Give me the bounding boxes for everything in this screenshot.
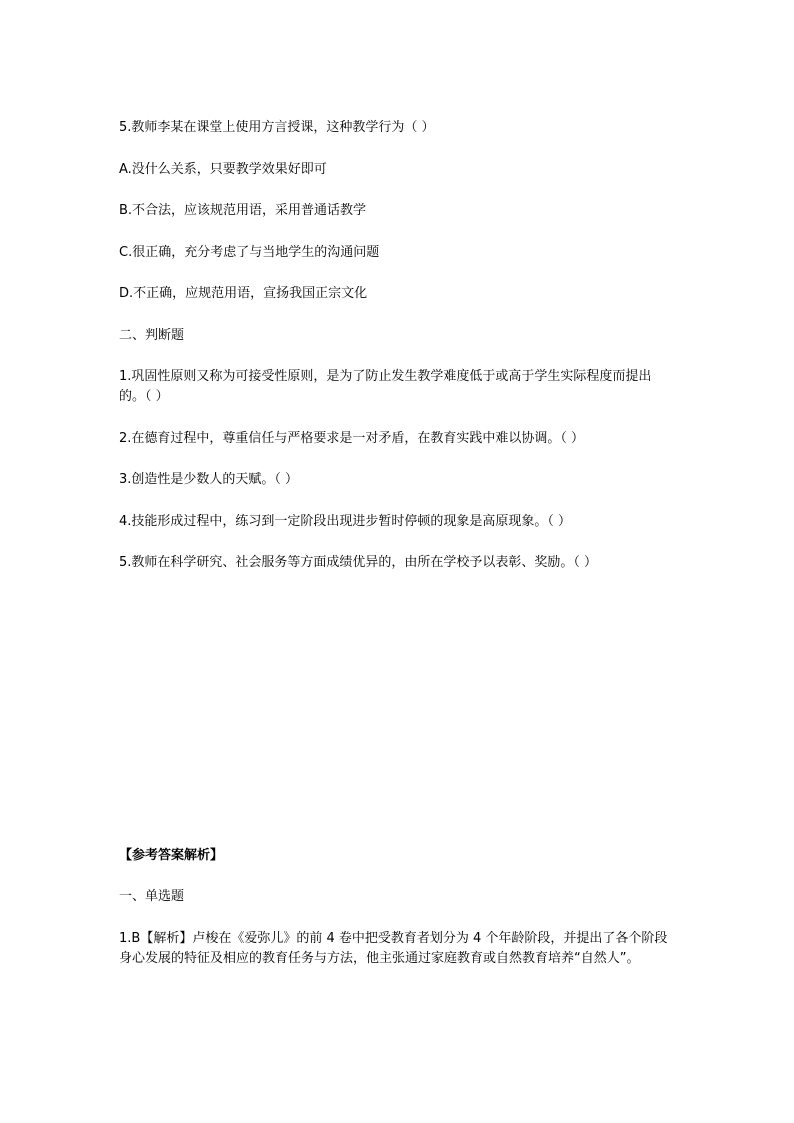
judgment-item-2: 2.在德育过程中，尊重信任与严格要求是一对矛盾，在教育实践中难以协调。（ ） (119, 431, 585, 446)
judgment-item-1: 1.巩固性原则又称为可接受性原则，是为了防止发生教学难度低于或高于学生实际程度而提出的。（ ） (119, 369, 652, 404)
judgment-item-3: 3.创造性是少数人的天赋。（ ） (119, 472, 299, 487)
option-a: A.没什么关系，只要教学效果好即可 (119, 162, 327, 177)
answer-section-title: 一、单选题 (119, 889, 185, 904)
judgment-item-4: 4.技能形成过程中，练习到一定阶段出现进步暂时停顿的现象是高原现象。（ ） (119, 514, 572, 529)
answer-header: 【参考答案解析】 (119, 848, 224, 863)
section-title-judgment: 二、判断题 (119, 328, 185, 343)
option-d: D.不正确，应规范用语，宣扬我国正宗文化 (119, 286, 368, 301)
judgment-item-5: 5.教师在科学研究、社会服务等方面成绩优异的，由所在学校予以表彰、奖励。（ ） (119, 555, 598, 570)
option-b: B.不合法，应该规范用语，采用普通话教学 (119, 203, 367, 218)
question-5-stem: 5.教师李某在课堂上使用方言授课，这种教学行为（ ） (119, 120, 435, 135)
answer-1: 1.B【解析】卢梭在《爱弥儿》的前 4 卷中把受教育者划分为 4 个年龄阶段，并提出了各个阶段身心发展的特征及相应的教育任务与方法，他主张通过家庭教育或自然教育培养“自然人”。 (119, 931, 668, 966)
option-c: C.很正确，充分考虑了与当地学生的沟通问题 (119, 245, 380, 260)
